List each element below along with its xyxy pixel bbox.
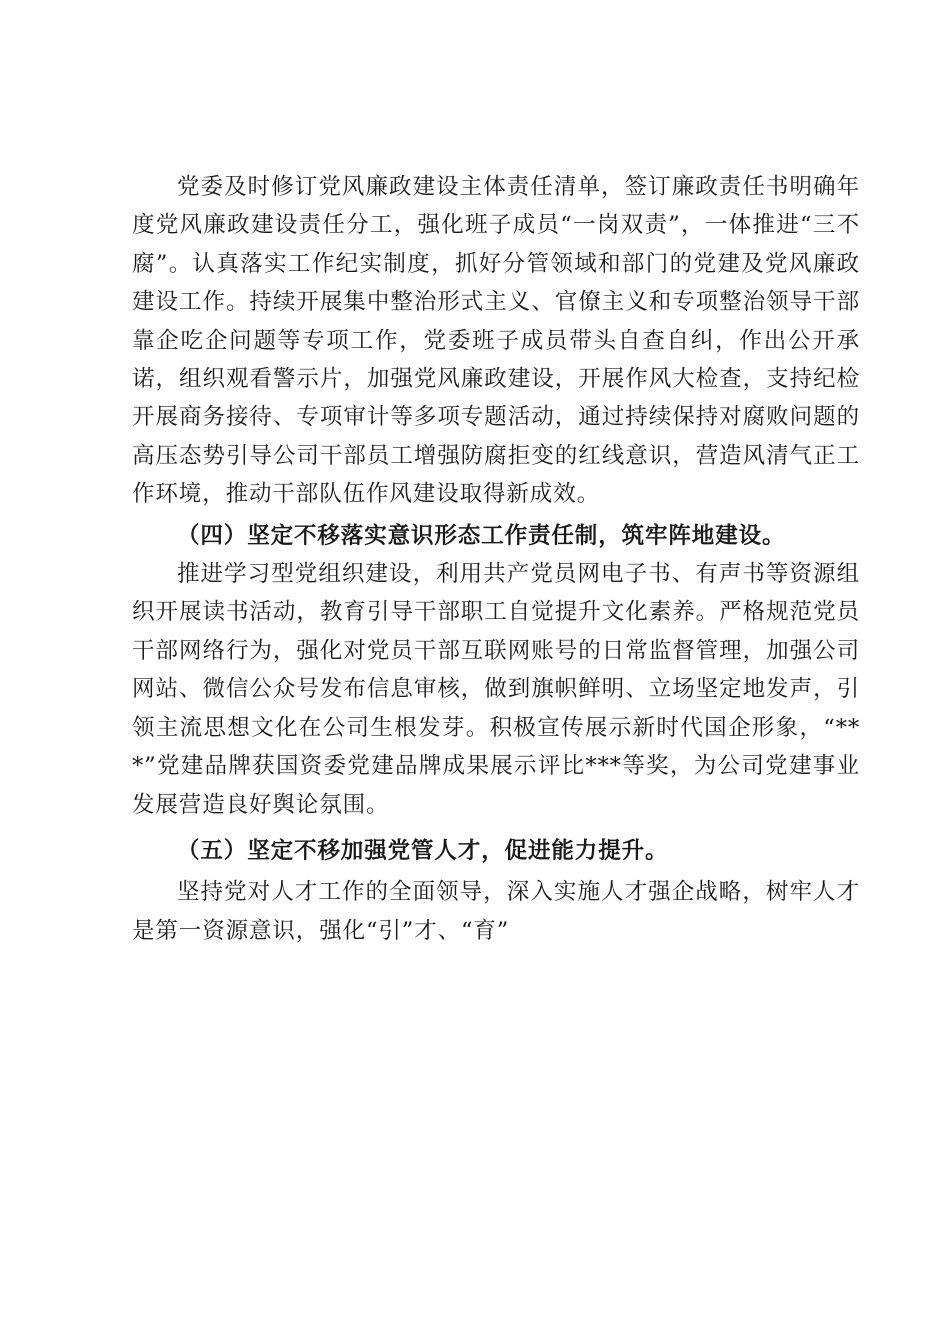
paragraph-learning-organization: 推进学习型党组织建设，利用共产党员网电子书、有声书等资源组织开展读书活动，教育引导干部职工自觉提升文化素养。严格规范党员干部网络行为，强化对党员干部互联网账号的日常监督管理，加强公司网站、微信公众号发布信息审核，做到旗帜鲜明、立场坚定地发声，引领主流思想文化在公司生根发芽。积极宣传展示新时代国企形象，“***”党建品牌获国资委党建品牌成果展示评比***等奖，为公司党建事业发展营造良好舆论氛围。 (132, 561, 860, 818)
section-heading-ideology: （四）坚定不移落实意识形态工作责任制，筑牢阵地建设。 (177, 522, 786, 549)
paragraph-integrity-responsibility: 党委及时修订党风廉政建设主体责任清单，签订廉政责任书明确年度党风廉政建设责任分工，强化班子成员“一岗双责”，一体推进“三不腐”。认真落实工作纪实制度，抓好分管领域和部门的党建及党风廉政建设工作。持续开展集中整治形式主义、官僚主义和专项整治领导干部靠企吃企问题等专项工作，党委班子成员带头自查自纠，作出公开承诺，组织观看警示片，加强党风廉政建设，开展作风大检查，支持纪检开展商务接待、专项审计等多项专题活动，通过持续保持对腐败问题的高压态势引导公司干部员工增强防腐拒变的红线意识，营造风清气正工作环境，推动干部队伍作风建设取得新成效。 (132, 174, 860, 508)
document-body (132, 168, 860, 950)
section-heading-talent: （五）坚定不移加强党管人才，促进能力提升。 (177, 837, 669, 864)
paragraph-talent-leadership: 坚持党对人才工作的全面领导，深入实施人才强企战略，树牢人才是第一资源意识，强化“引”才、“育” (132, 879, 860, 944)
